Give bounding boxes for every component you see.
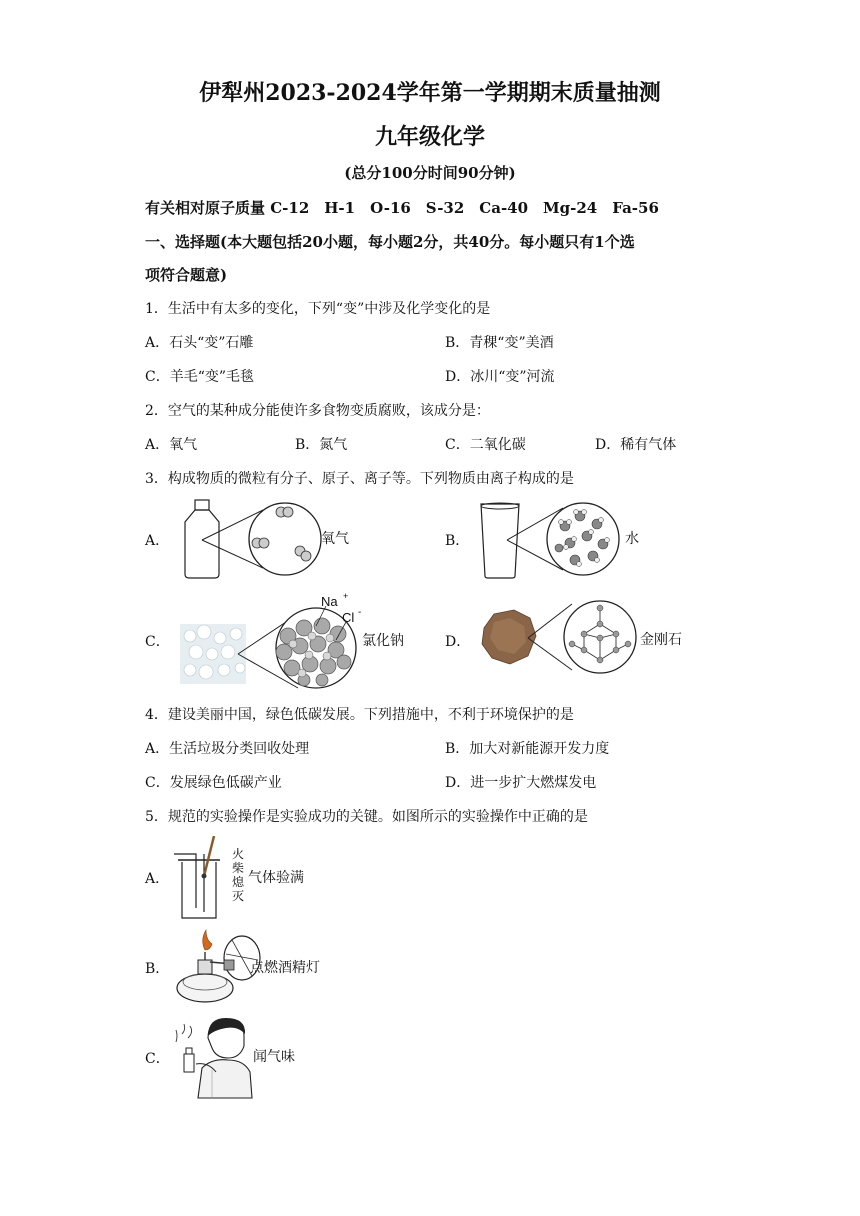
q4-option-c: C．发展绿色低碳产业 (145, 775, 282, 791)
match-note-3: 熄 (232, 875, 245, 889)
sodium-ion-charge: + (343, 591, 349, 601)
q5-label-lamp: 点燃酒精灯 (250, 959, 320, 975)
alcohol-lamp-figure (170, 924, 335, 1010)
sodium-ion-label: Na (321, 594, 338, 609)
q5-label-smell: 闻气味 (253, 1048, 295, 1064)
q2-option-a: A．氧气 (145, 437, 198, 453)
q1-stem: 1．生活中有太多的变化，下列“变”中涉及化学变化的是 (145, 301, 491, 317)
match-note-4: 灭 (232, 889, 245, 903)
q4-option-d: D．进一步扩大燃煤发电 (445, 775, 597, 791)
q1-option-c: C．羊毛“变”毛毯 (145, 369, 255, 385)
q5-option-a: A． (145, 871, 170, 887)
diamond-figure (480, 598, 690, 680)
q5-label-gas-full: 气体验满 (248, 869, 304, 885)
q1-option-d: D．冰川“变”河流 (445, 369, 555, 385)
page-subtitle: 九年级化学 (374, 124, 485, 150)
chloride-ion-charge: - (358, 607, 362, 618)
q3-option-c: C． (145, 634, 170, 650)
oxygen-molecule-figure (175, 498, 365, 584)
sodium-chloride-figure (178, 588, 413, 690)
q2-stem: 2．空气的某种成分能使许多食物变质腐败，该成分是： (145, 403, 490, 419)
match-note-2: 柴 (232, 861, 245, 875)
q2-option-d: D．稀有气体 (595, 437, 677, 453)
q2-option-c: C．二氧化碳 (445, 437, 526, 453)
q5-option-b: B． (145, 961, 170, 977)
section-heading-line1: 一、选择题(本大题包括20小题，每小题2分，共40分。每小题只有1个选 (145, 233, 635, 251)
q3-option-d: D． (445, 634, 471, 650)
match-note-1: 火 (232, 847, 245, 861)
water-molecule-figure (475, 498, 650, 584)
smell-gas-figure (168, 1012, 333, 1100)
page-title: 伊犁州2023-2024学年第一学期期末质量抽测 (199, 80, 661, 106)
q5-stem: 5．规范的实验操作是实验成功的关键。如图所示的实验操作中正确的是 (145, 809, 588, 825)
q4-option-a: A．生活垃圾分类回收处理 (145, 741, 310, 757)
q1-option-b: B．青稞“变”美酒 (445, 335, 554, 351)
q3-option-b: B． (445, 533, 470, 549)
atomic-masses: 有关相对原子质量 C-12 H-1 O-16 S-32 Ca-40 Mg-24 Fa-56 (145, 199, 659, 217)
q3-stem: 3．构成物质的微粒有分子、原子、离子等。下列物质由离子构成的是 (145, 471, 574, 487)
q3-label-diamond: 金刚石 (640, 631, 682, 647)
q4-option-b: B．加大对新能源开发力度 (445, 741, 610, 757)
q3-label-water: 水 (625, 530, 639, 546)
section-heading-line2: 项符合题意) (145, 266, 228, 284)
gas-collection-figure (170, 836, 315, 922)
q4-stem: 4．建设美丽中国，绿色低碳发展。下列措施中，不利于环境保护的是 (145, 707, 574, 723)
q3-label-oxygen: 氧气 (321, 530, 349, 546)
q5-option-c: C． (145, 1051, 170, 1067)
q1-option-a: A．石头“变”石雕 (145, 335, 254, 351)
q2-option-b: B．氮气 (295, 437, 348, 453)
q3-label-sodium-chloride: 氯化钠 (362, 632, 404, 648)
q3-option-a: A． (145, 533, 170, 549)
score-time: (总分100分时间90分钟) (344, 164, 516, 182)
chloride-ion-label: Cl (342, 610, 355, 625)
